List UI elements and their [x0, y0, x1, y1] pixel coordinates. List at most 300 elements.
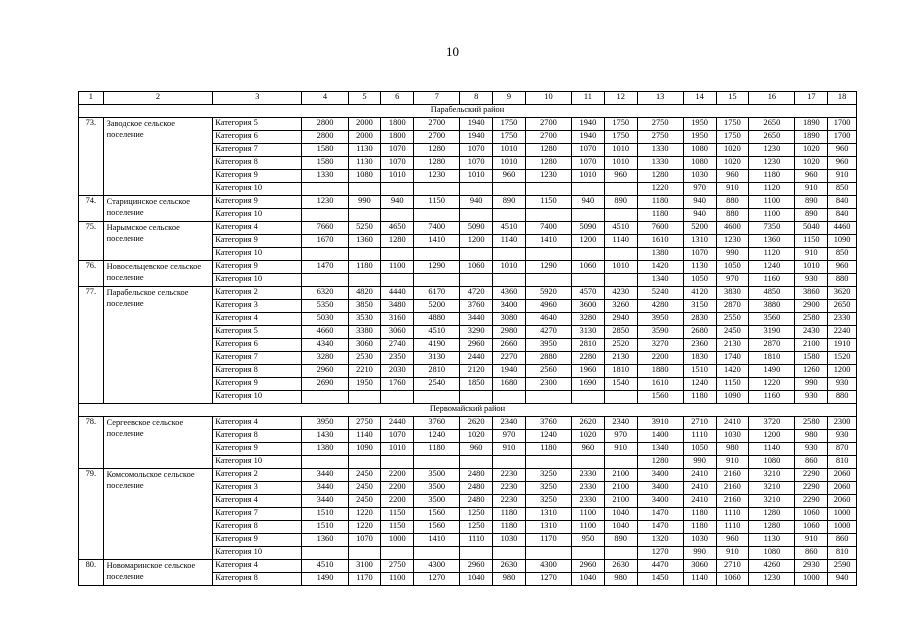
value-cell: 2060: [828, 482, 857, 495]
value-cell: 2290: [795, 469, 828, 482]
value-cell: 960: [716, 534, 749, 547]
value-cell: [381, 456, 414, 469]
value-cell: 3880: [749, 300, 795, 313]
value-cell: 1310: [525, 508, 571, 521]
value-cell: 1050: [683, 274, 716, 287]
value-cell: 3260: [604, 300, 637, 313]
value-cell: 980: [604, 573, 637, 586]
value-cell: 2700: [414, 118, 460, 131]
value-cell: 1700: [828, 118, 857, 131]
category-cell: Категория 8: [213, 573, 302, 586]
column-number-cell: 16: [749, 92, 795, 105]
value-cell: 1490: [749, 365, 795, 378]
value-cell: [525, 248, 571, 261]
value-cell: 960: [716, 170, 749, 183]
value-cell: 1090: [828, 235, 857, 248]
value-cell: 1000: [795, 573, 828, 586]
settlement-name: Заводское сельское поселение: [103, 118, 213, 196]
value-cell: 1160: [749, 274, 795, 287]
column-number-cell: 4: [302, 92, 348, 105]
value-cell: 1110: [716, 521, 749, 534]
category-cell: Категория 6: [213, 131, 302, 144]
value-cell: [572, 209, 605, 222]
value-cell: [493, 391, 526, 404]
category-cell: Категория 5: [213, 118, 302, 131]
value-cell: 4120: [683, 287, 716, 300]
category-cell: Категория 8: [213, 157, 302, 170]
value-cell: 3440: [460, 313, 493, 326]
value-cell: 2360: [683, 339, 716, 352]
value-cell: 1250: [460, 521, 493, 534]
value-cell: 2350: [381, 352, 414, 365]
value-cell: [572, 183, 605, 196]
value-cell: 1070: [572, 144, 605, 157]
value-cell: 4720: [460, 287, 493, 300]
value-cell: 2960: [460, 560, 493, 573]
value-cell: 4280: [637, 300, 683, 313]
value-cell: 2230: [493, 495, 526, 508]
value-cell: 1150: [716, 378, 749, 391]
value-cell: 1280: [749, 508, 795, 521]
value-cell: 2680: [683, 326, 716, 339]
category-cell: Категория 4: [213, 313, 302, 326]
value-cell: 1880: [637, 365, 683, 378]
value-cell: 860: [795, 547, 828, 560]
table-row: [79, 222, 857, 235]
value-cell: [460, 248, 493, 261]
value-cell: 2440: [460, 352, 493, 365]
value-cell: 2300: [525, 378, 571, 391]
value-cell: 2100: [795, 339, 828, 352]
value-cell: 2870: [716, 300, 749, 313]
value-cell: 960: [493, 170, 526, 183]
value-cell: 2750: [381, 560, 414, 573]
value-cell: [572, 456, 605, 469]
value-cell: 910: [716, 456, 749, 469]
value-cell: 1280: [749, 521, 795, 534]
value-cell: 2480: [460, 469, 493, 482]
value-cell: 1010: [381, 170, 414, 183]
value-cell: 2000: [348, 118, 381, 131]
value-cell: 2160: [716, 482, 749, 495]
value-cell: 1380: [637, 248, 683, 261]
value-cell: 860: [795, 456, 828, 469]
value-cell: 950: [572, 534, 605, 547]
value-cell: [414, 183, 460, 196]
column-number-cell: 2: [103, 92, 213, 105]
value-cell: 1950: [683, 118, 716, 131]
value-cell: 1130: [348, 157, 381, 170]
value-cell: 2880: [525, 352, 571, 365]
column-number-cell: 11: [572, 92, 605, 105]
value-cell: 5200: [683, 222, 716, 235]
value-cell: 1260: [795, 365, 828, 378]
value-cell: 1950: [683, 131, 716, 144]
settlement-name: Нарымское сельское поселение: [103, 222, 213, 261]
value-cell: 2330: [572, 469, 605, 482]
value-cell: 1120: [749, 248, 795, 261]
value-cell: [572, 547, 605, 560]
value-cell: 1180: [683, 508, 716, 521]
value-cell: 3830: [716, 287, 749, 300]
value-cell: [460, 547, 493, 560]
value-cell: 3210: [749, 482, 795, 495]
value-cell: 1560: [637, 391, 683, 404]
value-cell: 4640: [525, 313, 571, 326]
value-cell: 1470: [637, 521, 683, 534]
value-cell: 2030: [381, 365, 414, 378]
value-cell: 1320: [637, 534, 683, 547]
value-cell: 1560: [414, 521, 460, 534]
value-cell: 840: [828, 196, 857, 209]
value-cell: 1760: [381, 378, 414, 391]
value-cell: 2810: [572, 339, 605, 352]
value-cell: 1100: [572, 508, 605, 521]
table-row: [79, 261, 857, 274]
value-cell: [414, 248, 460, 261]
column-number-cell: 10: [525, 92, 571, 105]
value-cell: 930: [828, 378, 857, 391]
value-cell: 3500: [414, 495, 460, 508]
value-cell: 2960: [460, 339, 493, 352]
value-cell: 1100: [749, 209, 795, 222]
value-cell: 3160: [381, 313, 414, 326]
value-cell: 2280: [572, 352, 605, 365]
value-cell: 1070: [381, 144, 414, 157]
category-cell: Категория 4: [213, 222, 302, 235]
value-cell: [460, 183, 493, 196]
value-cell: 1070: [381, 430, 414, 443]
settlement-name: Комсомольское сельское поселение: [103, 469, 213, 560]
value-cell: 890: [604, 196, 637, 209]
value-cell: 1240: [414, 430, 460, 443]
value-cell: 1270: [414, 573, 460, 586]
category-cell: Категория 4: [213, 560, 302, 573]
value-cell: 2240: [828, 326, 857, 339]
value-cell: 850: [828, 248, 857, 261]
value-cell: [381, 248, 414, 261]
value-cell: 1230: [716, 235, 749, 248]
value-cell: 1470: [302, 261, 348, 274]
value-cell: 3250: [525, 495, 571, 508]
value-cell: 1080: [683, 144, 716, 157]
value-cell: 4660: [302, 326, 348, 339]
settlement-number: 73.: [79, 118, 104, 196]
value-cell: 1010: [493, 157, 526, 170]
value-cell: [525, 456, 571, 469]
value-cell: 1220: [348, 508, 381, 521]
value-cell: 1230: [302, 196, 348, 209]
value-cell: 1740: [716, 352, 749, 365]
value-cell: 1020: [716, 144, 749, 157]
value-cell: [525, 391, 571, 404]
value-cell: [525, 209, 571, 222]
category-cell: Категория 7: [213, 352, 302, 365]
value-cell: [525, 183, 571, 196]
tariff-table: [78, 91, 857, 586]
value-cell: 1010: [604, 261, 637, 274]
value-cell: 3400: [637, 469, 683, 482]
value-cell: 1100: [381, 261, 414, 274]
settlement-number: 76.: [79, 261, 104, 287]
value-cell: 4230: [604, 287, 637, 300]
value-cell: [381, 183, 414, 196]
value-cell: 1940: [572, 131, 605, 144]
value-cell: 2440: [381, 417, 414, 430]
value-cell: 1180: [348, 261, 381, 274]
settlement-name: Парабельское сельское поселение: [103, 287, 213, 404]
value-cell: [414, 274, 460, 287]
settlement-number: 77.: [79, 287, 104, 404]
value-cell: 2750: [348, 417, 381, 430]
category-cell: Категория 2: [213, 287, 302, 300]
category-cell: Категория 3: [213, 300, 302, 313]
value-cell: [460, 456, 493, 469]
category-cell: Категория 7: [213, 508, 302, 521]
value-cell: 1180: [493, 521, 526, 534]
value-cell: 910: [795, 534, 828, 547]
value-cell: 3080: [493, 313, 526, 326]
value-cell: [381, 209, 414, 222]
category-cell: Категория 9: [213, 534, 302, 547]
value-cell: 2650: [749, 118, 795, 131]
value-cell: 1340: [637, 443, 683, 456]
value-cell: 2900: [795, 300, 828, 313]
value-cell: 1610: [637, 235, 683, 248]
value-cell: 970: [493, 430, 526, 443]
value-cell: 2710: [683, 417, 716, 430]
value-cell: 2060: [828, 495, 857, 508]
value-cell: [302, 248, 348, 261]
value-cell: 3440: [302, 482, 348, 495]
table-row: [79, 196, 857, 209]
value-cell: 2340: [493, 417, 526, 430]
value-cell: 910: [828, 170, 857, 183]
category-cell: Категория 9: [213, 196, 302, 209]
value-cell: 1280: [525, 157, 571, 170]
category-cell: Категория 8: [213, 365, 302, 378]
value-cell: 1220: [348, 521, 381, 534]
value-cell: 1380: [302, 443, 348, 456]
value-cell: 2450: [716, 326, 749, 339]
value-cell: 2000: [348, 131, 381, 144]
value-cell: 2450: [348, 482, 381, 495]
value-cell: [414, 391, 460, 404]
value-cell: 1010: [493, 261, 526, 274]
value-cell: 990: [716, 248, 749, 261]
value-cell: 910: [493, 443, 526, 456]
value-cell: 3620: [828, 287, 857, 300]
value-cell: 910: [795, 248, 828, 261]
value-cell: 1200: [572, 235, 605, 248]
value-cell: 2100: [604, 469, 637, 482]
value-cell: 1070: [348, 534, 381, 547]
value-cell: 960: [460, 443, 493, 456]
value-cell: 2750: [637, 118, 683, 131]
value-cell: 1410: [525, 235, 571, 248]
value-cell: 3060: [348, 339, 381, 352]
value-cell: 1030: [683, 170, 716, 183]
value-cell: [414, 209, 460, 222]
value-cell: 880: [828, 391, 857, 404]
category-cell: Категория 10: [213, 209, 302, 222]
value-cell: 1140: [348, 430, 381, 443]
value-cell: 960: [572, 443, 605, 456]
value-cell: 1020: [795, 157, 828, 170]
category-cell: Категория 8: [213, 430, 302, 443]
value-cell: 2270: [493, 352, 526, 365]
value-cell: 1180: [683, 391, 716, 404]
value-cell: 1110: [716, 508, 749, 521]
value-cell: 1130: [348, 144, 381, 157]
value-cell: 4510: [493, 222, 526, 235]
category-cell: Категория 9: [213, 261, 302, 274]
value-cell: [493, 274, 526, 287]
value-cell: 1510: [302, 521, 348, 534]
category-cell: Категория 9: [213, 235, 302, 248]
value-cell: [493, 183, 526, 196]
value-cell: 1000: [828, 508, 857, 521]
value-cell: 5090: [572, 222, 605, 235]
value-cell: 2200: [637, 352, 683, 365]
value-cell: 1890: [795, 131, 828, 144]
value-cell: 1690: [572, 378, 605, 391]
value-cell: 1020: [460, 430, 493, 443]
value-cell: 7660: [302, 222, 348, 235]
value-cell: 910: [795, 183, 828, 196]
value-cell: 1150: [381, 521, 414, 534]
value-cell: 2650: [828, 300, 857, 313]
column-number-cell: 1: [79, 92, 104, 105]
value-cell: 4300: [414, 560, 460, 573]
value-cell: 1080: [749, 547, 795, 560]
value-cell: 2480: [460, 482, 493, 495]
table-body: [79, 92, 857, 586]
value-cell: 970: [604, 430, 637, 443]
value-cell: 1280: [637, 456, 683, 469]
value-cell: 1140: [749, 443, 795, 456]
value-cell: 1960: [572, 365, 605, 378]
value-cell: 1280: [381, 235, 414, 248]
value-cell: 2550: [716, 313, 749, 326]
value-cell: 1800: [381, 118, 414, 131]
settlement-number: 78.: [79, 417, 104, 469]
value-cell: 1250: [460, 508, 493, 521]
settlement-number: 79.: [79, 469, 104, 560]
column-number-row: [79, 92, 857, 105]
value-cell: [302, 183, 348, 196]
value-cell: 4600: [716, 222, 749, 235]
value-cell: 4360: [493, 287, 526, 300]
value-cell: 1080: [348, 170, 381, 183]
value-cell: 1120: [749, 183, 795, 196]
value-cell: 1470: [637, 508, 683, 521]
value-cell: 1020: [795, 144, 828, 157]
value-cell: 880: [828, 274, 857, 287]
value-cell: 1030: [683, 534, 716, 547]
value-cell: 3530: [348, 313, 381, 326]
value-cell: 1220: [749, 378, 795, 391]
value-cell: [302, 456, 348, 469]
value-cell: 860: [828, 534, 857, 547]
value-cell: 3150: [683, 300, 716, 313]
value-cell: 1110: [683, 430, 716, 443]
value-cell: 1580: [795, 352, 828, 365]
value-cell: 1240: [525, 430, 571, 443]
value-cell: 1750: [716, 131, 749, 144]
value-cell: [604, 456, 637, 469]
value-cell: 2930: [795, 560, 828, 573]
value-cell: [414, 456, 460, 469]
value-cell: 1130: [749, 534, 795, 547]
value-cell: 2330: [572, 482, 605, 495]
value-cell: 3720: [749, 417, 795, 430]
value-cell: 3100: [348, 560, 381, 573]
value-cell: 3860: [795, 287, 828, 300]
value-cell: 2450: [348, 495, 381, 508]
value-cell: [493, 456, 526, 469]
value-cell: 1230: [749, 157, 795, 170]
value-cell: 3210: [749, 469, 795, 482]
value-cell: 3950: [637, 313, 683, 326]
value-cell: 1080: [749, 456, 795, 469]
value-cell: 2530: [348, 352, 381, 365]
settlement-number: 80.: [79, 560, 104, 586]
settlement-number: 74.: [79, 196, 104, 222]
table-row: [79, 469, 857, 482]
value-cell: 1180: [637, 196, 683, 209]
value-cell: [302, 391, 348, 404]
value-cell: 1180: [493, 508, 526, 521]
value-cell: 1270: [637, 547, 683, 560]
value-cell: 3500: [414, 469, 460, 482]
value-cell: 1050: [716, 261, 749, 274]
column-number-cell: 17: [795, 92, 828, 105]
value-cell: 1040: [460, 573, 493, 586]
value-cell: 890: [795, 196, 828, 209]
value-cell: 1180: [525, 443, 571, 456]
value-cell: 2660: [493, 339, 526, 352]
value-cell: 1280: [525, 144, 571, 157]
value-cell: 2960: [302, 365, 348, 378]
column-number-cell: 6: [381, 92, 414, 105]
value-cell: 2300: [828, 417, 857, 430]
value-cell: 1310: [683, 235, 716, 248]
settlement-name: Новосельцевское сельское поселение: [103, 261, 213, 287]
value-cell: 1170: [525, 534, 571, 547]
value-cell: 1400: [637, 430, 683, 443]
column-number-cell: 18: [828, 92, 857, 105]
category-cell: Категория 3: [213, 482, 302, 495]
value-cell: 7400: [414, 222, 460, 235]
value-cell: 940: [683, 209, 716, 222]
value-cell: 4960: [525, 300, 571, 313]
value-cell: 2130: [716, 339, 749, 352]
category-cell: Категория 8: [213, 521, 302, 534]
settlement-name: Новомаринское сельское поселение: [103, 560, 213, 586]
value-cell: 1510: [302, 508, 348, 521]
value-cell: 910: [716, 547, 749, 560]
value-cell: 1310: [525, 521, 571, 534]
value-cell: 2580: [795, 313, 828, 326]
value-cell: 1110: [460, 534, 493, 547]
value-cell: 1130: [683, 261, 716, 274]
value-cell: 5250: [348, 222, 381, 235]
value-cell: 1180: [414, 443, 460, 456]
value-cell: 1430: [302, 430, 348, 443]
value-cell: 2200: [381, 482, 414, 495]
value-cell: 3590: [637, 326, 683, 339]
